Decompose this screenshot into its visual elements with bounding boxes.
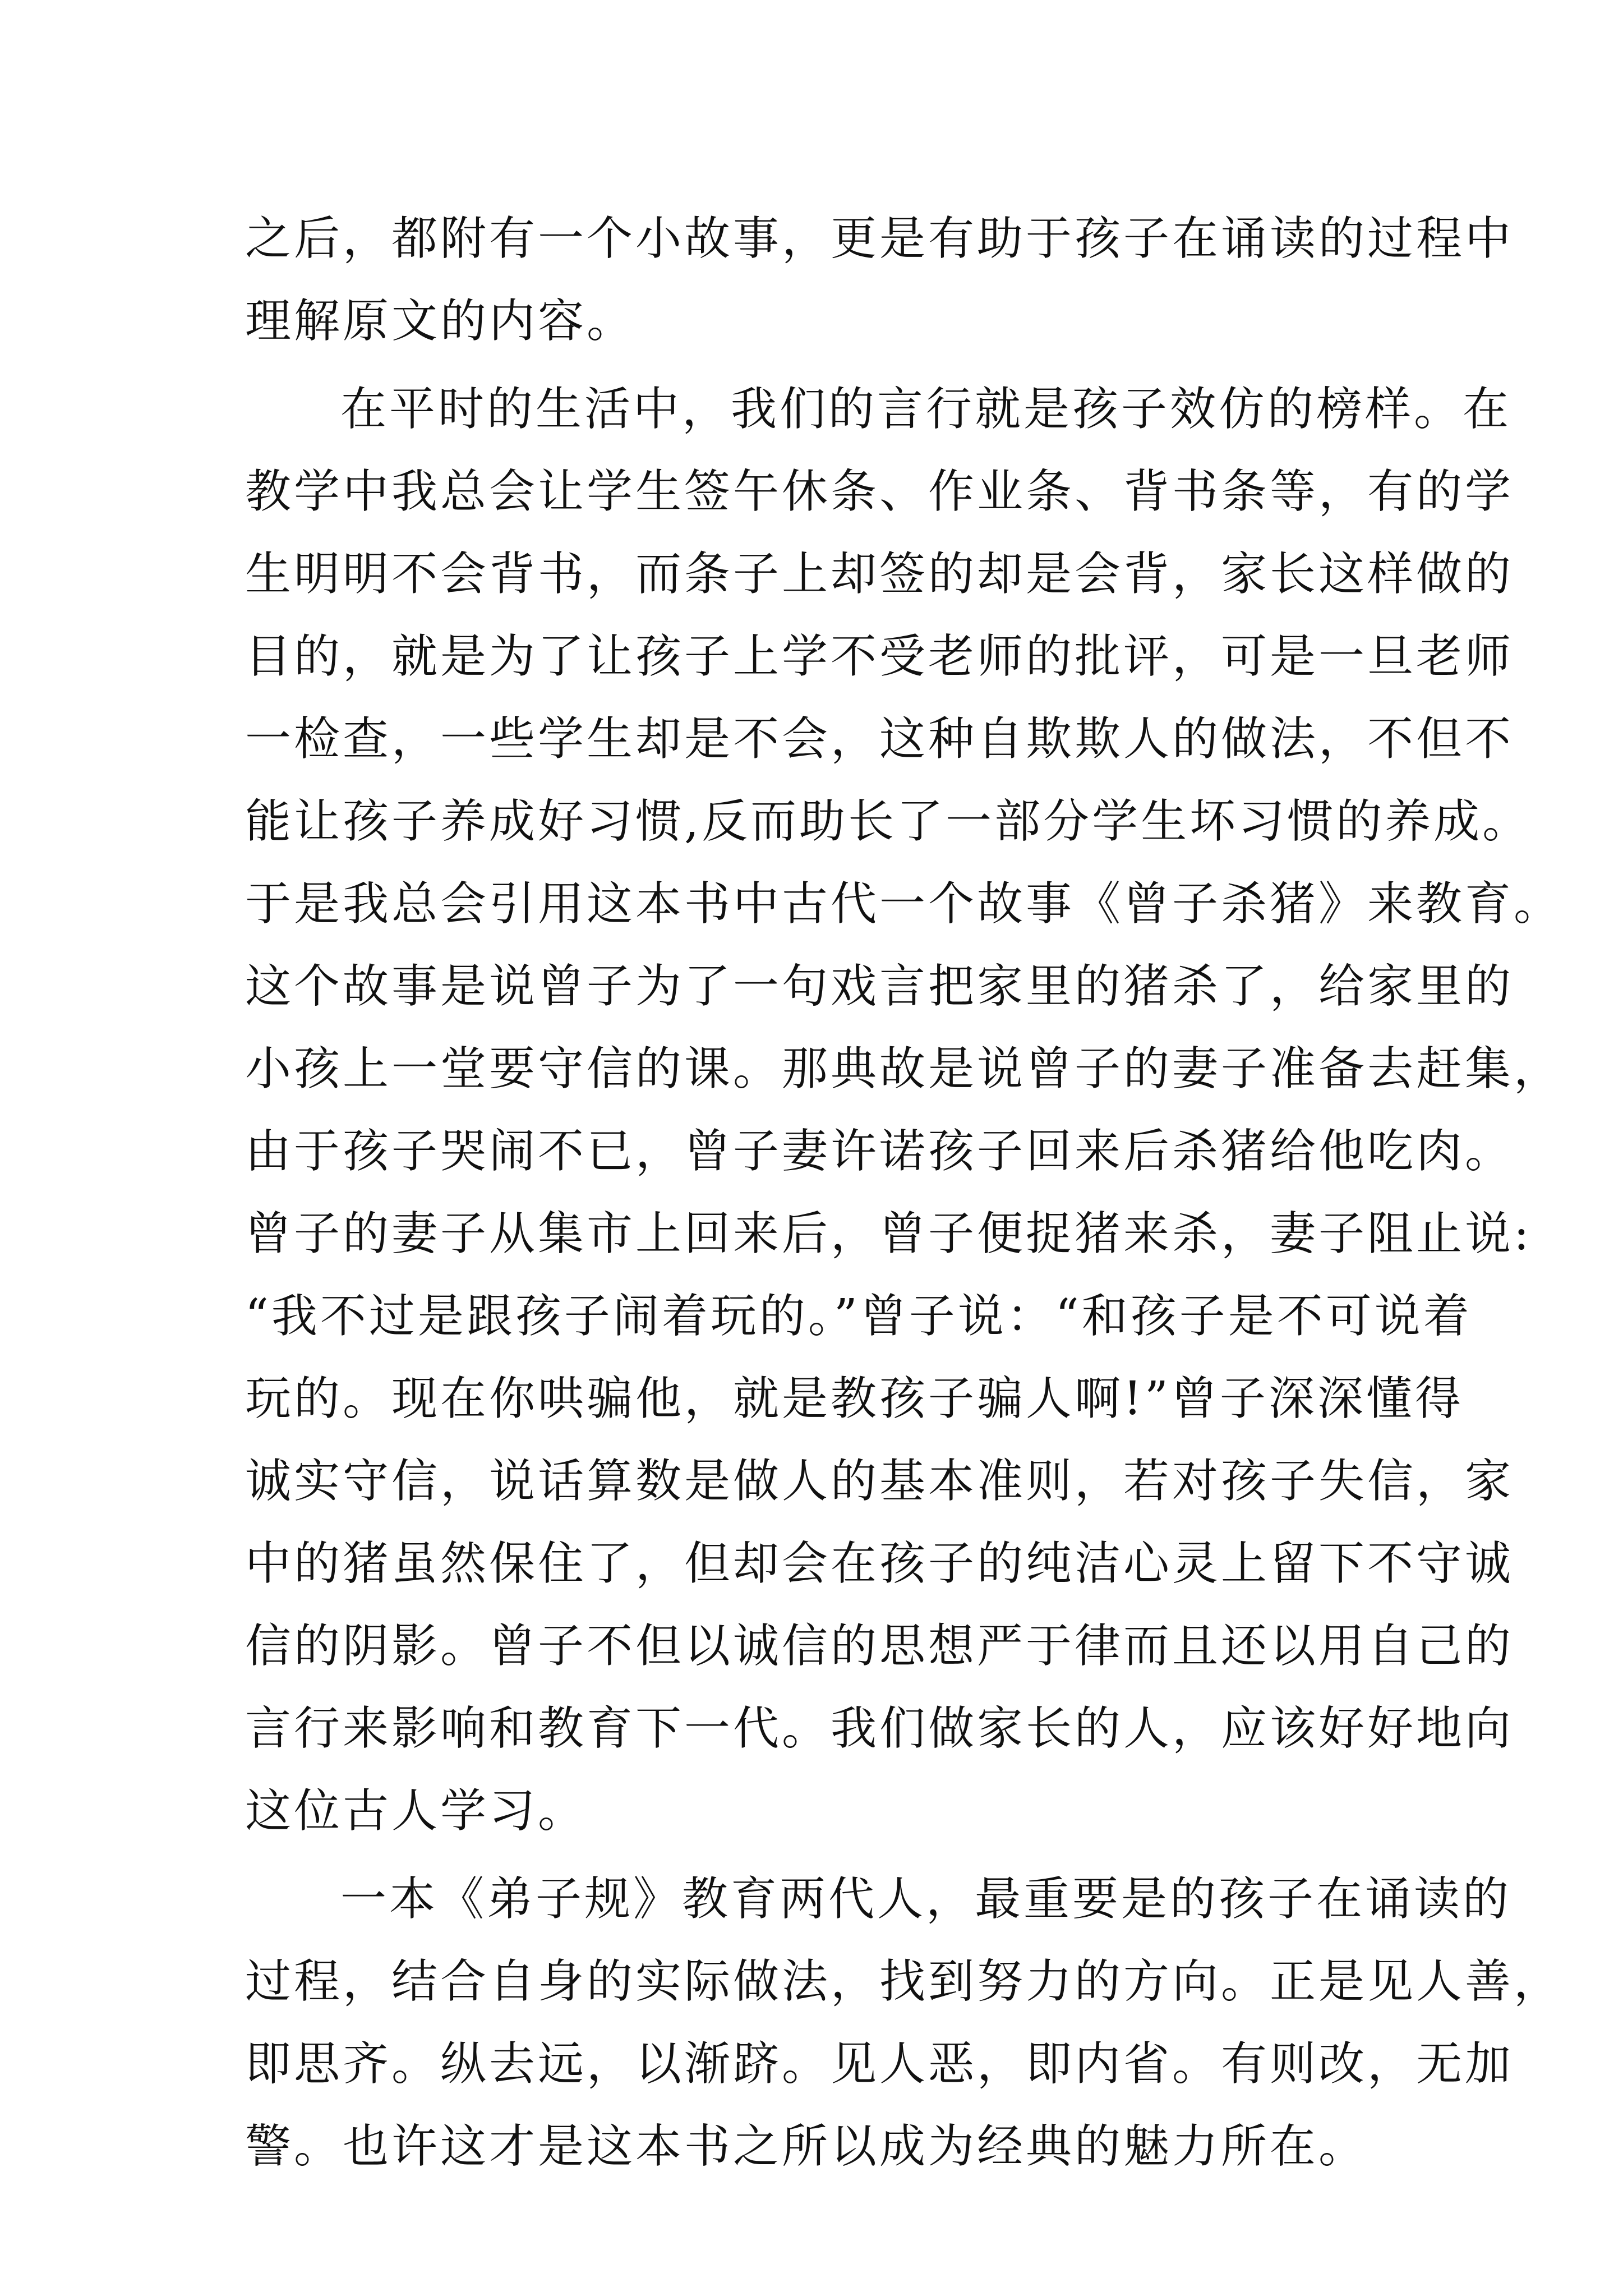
text-line: 言行来影响和教育下一代。我们做家长的人，应该好好地向 xyxy=(245,1702,1514,1755)
text-line: 能让孩子养成好习惯,反而助长了一部分学生坏习惯的养成。 xyxy=(245,795,1532,848)
text-line: 一检查，一些学生却是不会，这种自欺欺人的做法，不但不 xyxy=(245,712,1514,766)
text-line: 生明明不会背书，而条子上却签的却是会背，家长这样做的 xyxy=(245,547,1514,601)
text-line: “我不过是跟孩子闹着玩的。”曾子说：“和孩子是不可说着 xyxy=(245,1290,1472,1343)
text-line: 诚实守信，说话算数是做人的基本准则，若对孩子失信，家 xyxy=(245,1455,1514,1508)
text-line: 之后，都附有一个小故事，更是有助于孩子在诵读的过程中 xyxy=(245,212,1514,265)
paragraph-start-line: 一本《弟子规》教育两代人，最重要是的孩子在诵读的 xyxy=(340,1872,1512,1926)
text-line: 曾子的妻子从集市上回来后，曾子便捉猪来杀，妻子阻止说: xyxy=(245,1207,1532,1260)
text-line: 玩的。现在你哄骗他，就是教孩子骗人啊!”曾子深深懂得 xyxy=(245,1372,1464,1425)
text-line: 这个故事是说曾子为了一句戏言把家里的猪杀了，给家里的 xyxy=(245,960,1514,1013)
text-line: 过程，结合自身的实际做法，找到努力的方向。正是见人善， xyxy=(245,1955,1563,2008)
text-line: 于是我总会引用这本书中古代一个故事《曾子杀猪》来教育。 xyxy=(245,877,1563,931)
text-line: 理解原文的内容。 xyxy=(245,295,636,348)
text-line: 信的阴影。曾子不但以诚信的思想严于律而且还以用自己的 xyxy=(245,1619,1514,1673)
text-line: 由于孩子哭闹不已，曾子妻许诺孩子回来后杀猪给他吃肉。 xyxy=(245,1125,1514,1178)
text-line: 即思齐。纵去远，以渐跻。见人恶，即内省。有则改，无加 xyxy=(245,2037,1514,2091)
text-line: 小孩上一堂要守信的课。那典故是说曾子的妻子准备去赶集， xyxy=(245,1042,1563,1096)
text-line: 警。也许这才是这本书之所以成为经典的魅力所在。 xyxy=(245,2120,1368,2173)
paragraph-start-line: 在平时的生活中，我们的言行就是孩子效仿的榜样。在 xyxy=(340,383,1512,436)
text-line: 教学中我总会让学生签午休条、作业条、背书条等，有的学 xyxy=(245,465,1514,518)
document-body xyxy=(245,197,1563,2188)
text-line: 中的猪虽然保住了，但却会在孩子的纯洁心灵上留下不守诚 xyxy=(245,1537,1514,1590)
text-line: 目的，就是为了让孩子上学不受老师的批评，可是一旦老师 xyxy=(245,630,1514,683)
text-line: 这位古人学习。 xyxy=(245,1784,587,1838)
